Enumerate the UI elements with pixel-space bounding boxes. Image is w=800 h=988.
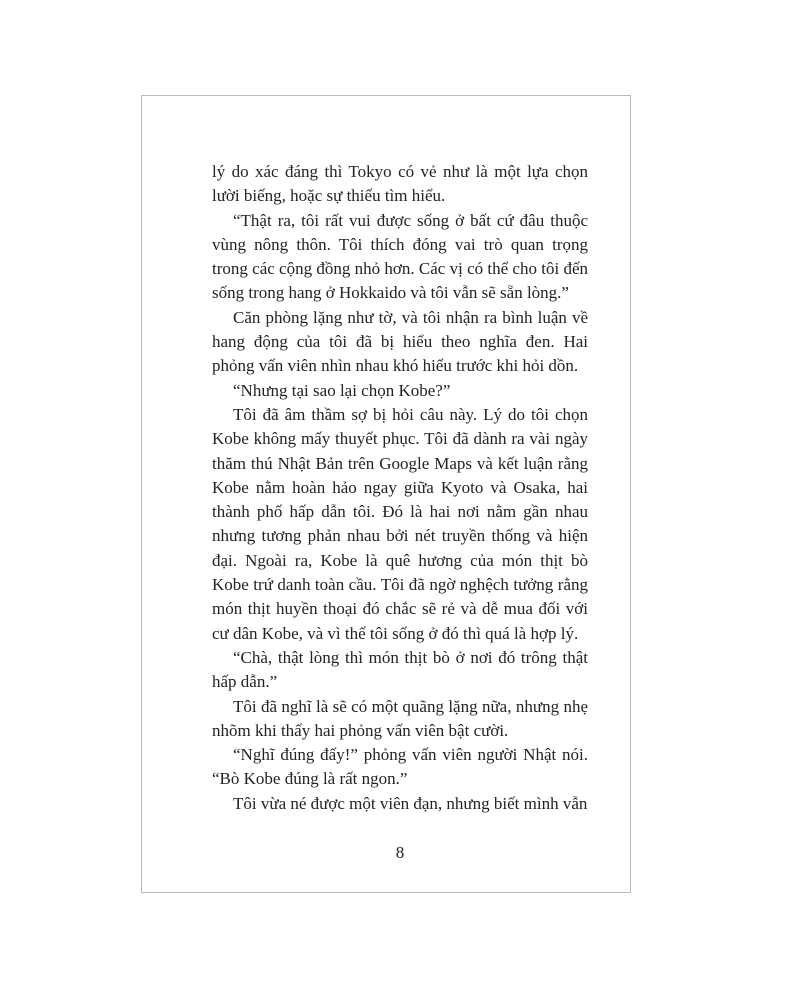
paragraph: Căn phòng lặng như tờ, và tôi nhận ra bình luận về hang động của tôi đã bị hiểu theo nghĩa đen. Hai phỏng vấn viên nhìn nhau khó hiểu trước khi hỏi dồn. [212, 307, 588, 376]
paragraph: “Nhưng tại sao lại chọn Kobe?” [233, 380, 451, 400]
paragraph: Tôi vừa né được một viên đạn, nhưng biết mình vẫn [233, 793, 588, 813]
paragraph: Tôi đã nghĩ là sẽ có một quãng lặng nữa, nhưng nhẹ nhõm khi thấy hai phỏng vấn viên bật cười. [212, 696, 588, 740]
paragraph: lý do xác đáng thì Tokyo có vẻ như là một lựa chọn lười biếng, hoặc sự thiếu tìm hiểu. [212, 162, 588, 206]
paragraph: “Nghĩ đúng đấy!” phỏng vấn viên người Nhật nói. “Bò Kobe đúng là rất ngon.” [212, 745, 588, 789]
paragraph: Tôi đã âm thầm sợ bị hỏi câu này. Lý do tôi chọn Kobe không mấy thuyết phục. Tôi đã dành ra vài ngày thăm thú Nhật Bản trên Google Maps và kết luận rằng Kobe nằm hoàn hảo ngay giữa Kyoto và Osaka, hai thành phố hấp dẫn tôi. Đó là hai nơi nằm gần nhau nhưng tương phản nhau bởi nét truyền thống và hiện đại. Ngoài ra, Kobe là quê hương của món thịt bò Kobe trứ danh toàn cầu. Tôi đã ngờ nghệch tưởng rằng món thịt huyền thoại đó chắc sẽ rẻ và dễ mua đối với cư dân Kobe, và vì thế tôi sống ở đó thì quá là hợp lý. [212, 404, 588, 643]
body-text [212, 160, 588, 816]
paragraph: “Thật ra, tôi rất vui được sống ở bất cứ đâu thuộc vùng nông thôn. Tôi thích đóng vai trò quan trọng trong các cộng đồng nhỏ hơn. Các vị có thể cho tôi đến sống trong hang ở Hokkaido và tôi vẫn sẽ sẵn lòng.” [212, 210, 588, 303]
page-number: 8 [395, 843, 405, 862]
paragraph: “Chà, thật lòng thì món thịt bò ở nơi đó trông thật hấp dẫn.” [212, 647, 588, 692]
